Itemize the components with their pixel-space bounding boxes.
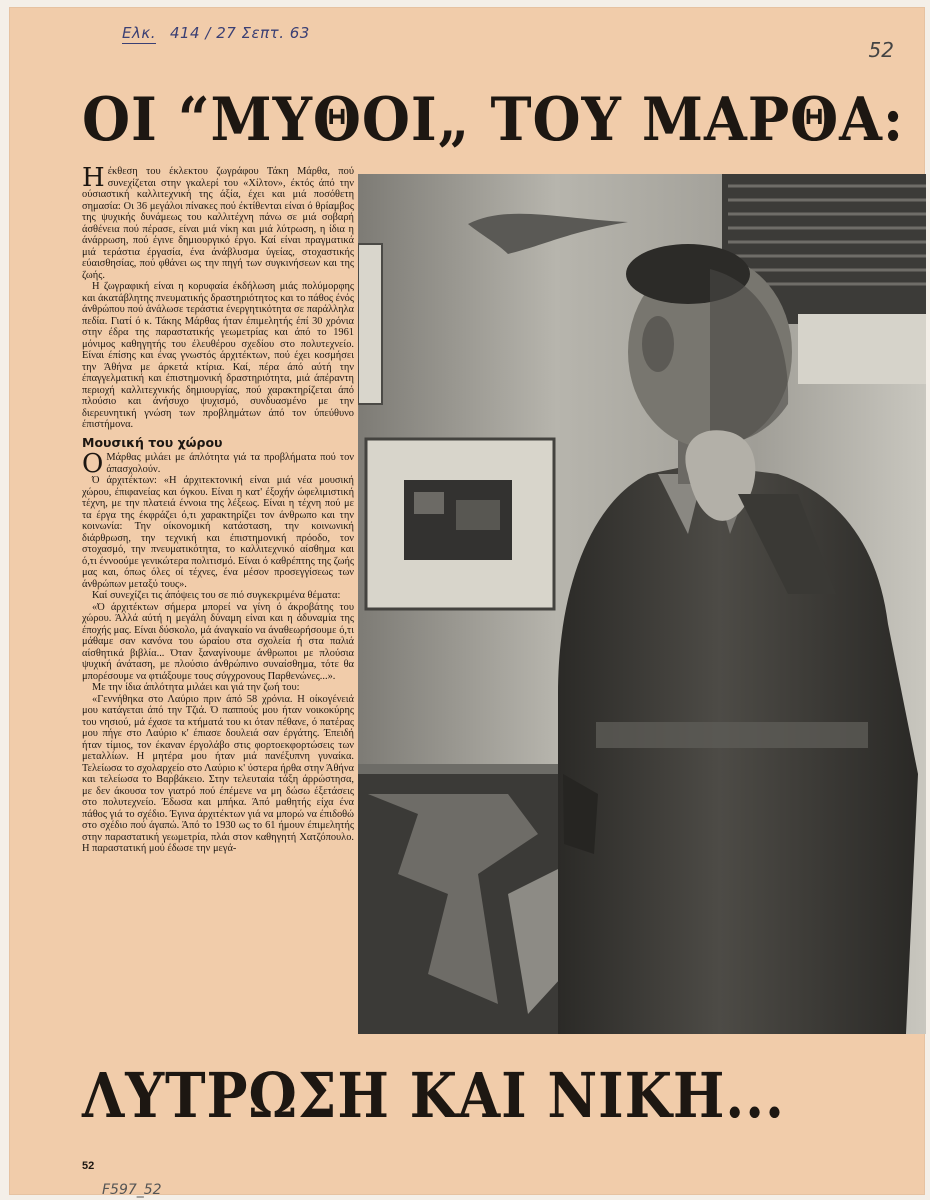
page-number: 52 (82, 1160, 95, 1172)
subheadline: ΛΥΤΡΩΣΗ ΚΑΙ ΝΙΚΗ... (82, 1059, 785, 1132)
newspaper-page (10, 8, 924, 1198)
archive-code: F597_52 (102, 1182, 162, 1198)
article-paragraph-5: Καί συνεχίζει τις άπόψεις του σε πιό συγκεκριμένα θέματα: (92, 590, 341, 601)
handwritten-reference (122, 24, 310, 42)
handwritten-reference-label: Ελκ. (122, 24, 156, 42)
dropcap-2: Ο (82, 449, 104, 479)
article-column (82, 166, 354, 1038)
handwritten-page-number: 52 (868, 38, 894, 62)
portrait-photo (358, 174, 926, 1034)
headline: ΟΙ “ΜΥΘΟΙ„ ΤΟΥ ΜΑΡΘΑ: (82, 85, 905, 155)
article-paragraph-4: Ό άρχιτέκτων: «Η άρχιτεκτονική είναι μιά νέα μουσική χώρου, έπιφανείας και όγκου. Είναι η κατ' έξοχήν ώφελιμιστική τέχνη, με την πλατειά έννοια της λέξεως. Είναι η τέχνη πού με τα έργα της έκφράζει ό,τι χαρακτηρίζει τον άνθρωπο και την κοινωνία: Την οίκονομική κατάσταση, την κοινωνική διάρθρωση, την τεχνική και έπιστημονική πρόοδο, τον στοχασμό, την πνευματικότητα, το καλλιτεχνικό αίσθημα και ό,τι έννοούμε γενικώτερα πολιτισμό. Είναι ό καθρέπτης της ζωής μας και, όπως όλες οί τέχνες, ένα μέσον προσεγγίσεως των άνθρώπων μεταξύ τους». (82, 475, 354, 590)
article-paragraph-6: «Ό άρχιτέκτων σήμερα μπορεί να γίνη ό άκροβάτης του χώρου. Άλλά αύτή η μεγάλη δύναμη είναι και η άδυναμία της έποχής μας. Είναι δύσκολο, μά άναγκαίο να άναθεωρήσουμε ό,τι μάθαμε σαν κανόνα του ώραίου στα σχολεία ή στα παλιά αίσθητικά βιβλία... Όταν ξαναγίνουμε άνθρωποι με πλούσια ψυχική άνάταση, με πλούσιο άνθρώπινο συναίσθημα, τότε θα μπορέσουμε να φτιάξουμε τους σύγχρονους Παρθενώνες...». (82, 601, 354, 682)
handwritten-reference-date: 414 / 27 Σεπτ. 63 (169, 24, 310, 42)
article-paragraph-1: Ηέκθεση του έκλεκτου ζωγράφου Τάκη Μάρθα, πού συνεχίζεται στην γκαλερί του «Χίλτον», έκτός άπό την ούσιαστική καλλιτεχνική της άξία, έχει και μιά ποσόθετη σημασία: Οι 36 μεγάλοι πίνακες πού έκτίθενται είναι ό θρίαμβος της ψυχικής δυνάμεως του καλλιτέχνη πάνω σε μιά σοβαρή άσθένεια πού πέρασε, είναι μιά νίκη και μιά λύτρωση, η ίδια η άνάρρωση, πού έγινε δημιουργικό έργο. Καί είναι πραγματικά μιά τεράστια έργασία, ένα άνάβλυσμα ύγείας, στοχαστικής εύαισθησίας, πού φθάνει ως την πηγή των συγκινήσεων και της ζωής. (82, 166, 354, 281)
dropcap-1: Η (82, 166, 105, 193)
article-paragraph-7: Με την ίδια άπλότητα μιλάει και γιά την ζωή του: (92, 682, 300, 693)
article-paragraph-3: Ο Μάρθας μιλάει με άπλότητα γιά τα προβλήματα πού τον άπασχολούν. (82, 449, 354, 479)
article-paragraph-8: «Γεννήθηκα στο Λαύριο πριν άπό 58 χρόνια. Η οίκογένειά μου κατάγεται άπό την Τζιά. Ό παππούς μου ήταν νοικοκύρης του νησιού, μά έχασε τα κτήματά του κι όταν πέθανε, ό πατέρας μου πήγε στο Λαύριο κ' έπιασε δουλειά σαν έργάτης. Έπειδή ήταν τίμιος, τον έκαναν έργολάβο στις φορτοεκφορτώσεις των μεταλλίων. Η μητέρα μου ήταν μιά πανέξυπνη γυναίκα. Τελείωσα το σχολαρχείο στο Λαύριο κ' ύστερα ήρθα στην Άθήνα και τελείωσα το Βαρβάκειο. Στην τελευταία τάξη άρρώστησα, με δεν άκουσα τον γιατρό πού έπέμενε να μη δώσω έξετάσεις στο πολυτεχνείο. Έδωσα και μπήκα. Άπό μαθητής είχα ένα πάθος γιά το σχέδιο. Έγινα άρχιτέκτων γιά να μπορώ να έπιδοθώ στο σχέδιο πού άγαπώ. Άπό το 1930 ως το 61 ήμουν έπιμελητής στην παραστατική γεωμετρία, πλάι στον καθηγητή Χατζόπουλο. Η παραστατική μού έδωσε την μεγά- (82, 693, 354, 854)
article-paragraph-2: Η ζωγραφική είναι η κορυφαία έκδήλωση μιάς πολύμορφης και άκατάβλητης πνευματικής δραστηριότητος και το πάθος ένός άνθρώπου πού άνάλωσε τεράστια ένεργητικότητα σε παράλληλα πεδία. Γιατί ό κ. Τάκης Μάρθας ήταν έπιμελητής έπί 30 χρόνια στην έδρα της παραστατικής γεωμετρίας και άπό το 1961 μόνιμος καθηγητής του έλευθέρου σχεδίου στο πολυτεχνείο. Είναι έπίσης και ένας γνωστός άρχιτέκτων, πού έχει κοσμήσει την Άθήνα με άρκετά κτίρια. Καί, πέρα άπό αύτή την έπαγγελματική και έπιστημονική δραστηριότητα, μιά άπέραντη περιοχή καλλιτεχνικής δημιουργίας, πού χαρακτηρίζεται άπό πλούσιο και άνήσυχο ψυχισμό, συνδυασμένο με την διερευνητική γνώση των προβλημάτων άπό τον ύπεύθυνο έπιστήμονα. (82, 281, 354, 430)
section-heading: Μουσική του χώρου (82, 434, 223, 450)
portrait-illustration (358, 174, 926, 1034)
